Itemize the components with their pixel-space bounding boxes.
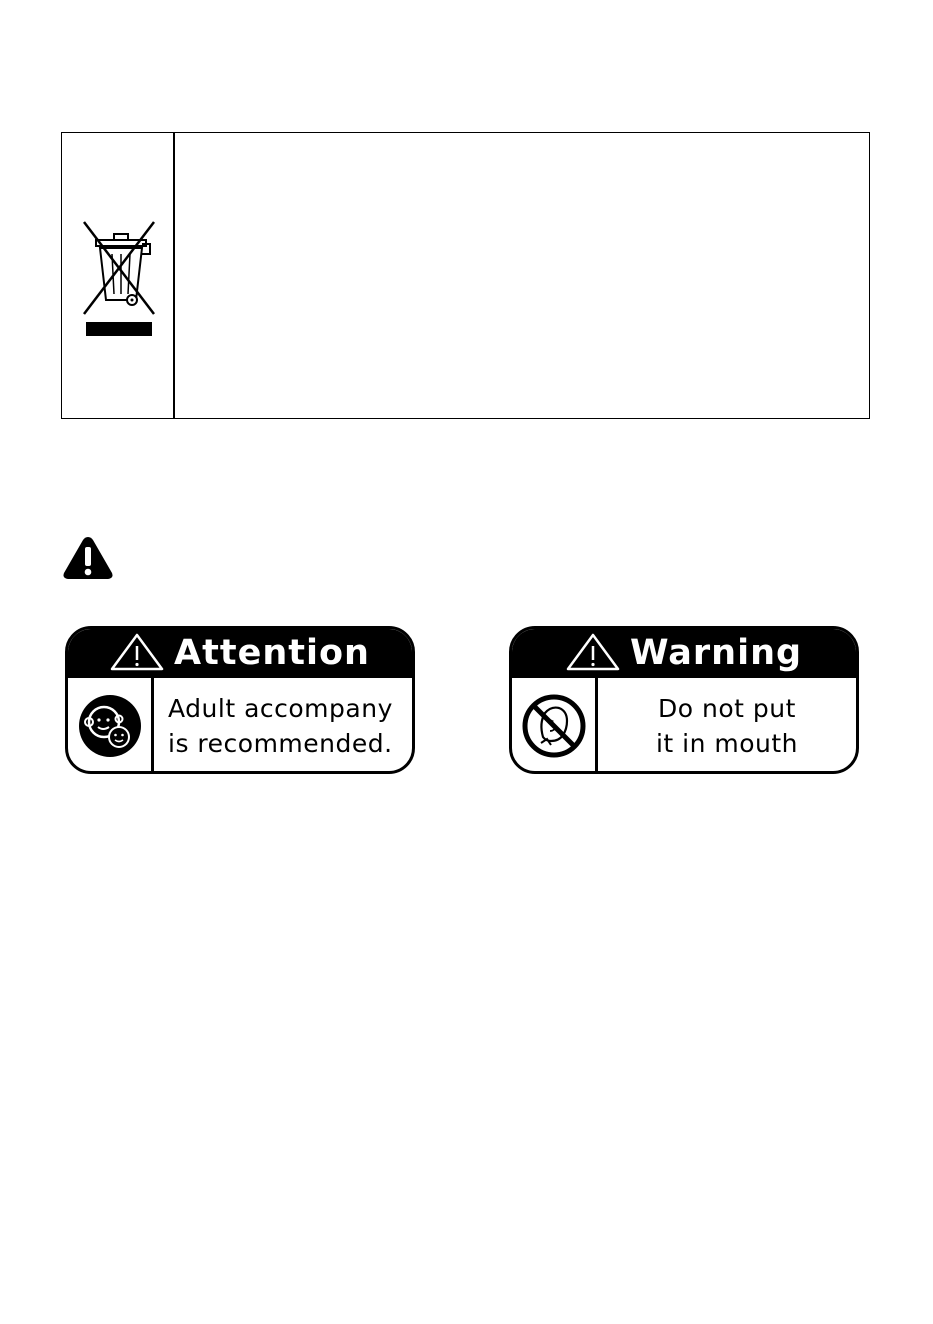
attention-text	[154, 678, 412, 774]
attention-label	[65, 626, 415, 774]
warning-line-1: Do not put	[658, 694, 796, 723]
warning-line-2: it in mouth	[655, 729, 799, 758]
warning-text	[598, 678, 856, 774]
crossed-out-wheelie-bin-icon	[78, 218, 158, 342]
warning-title: Warning	[629, 633, 803, 673]
weee-divider	[173, 133, 175, 418]
attention-line-2: is recommended.	[168, 729, 393, 758]
warning-header	[512, 629, 856, 678]
warning-label	[509, 626, 859, 774]
attention-line-1: Adult accompany	[168, 694, 393, 723]
weee-notice-text	[187, 149, 853, 402]
weee-notice-box	[61, 132, 870, 419]
warning-triangle-icon	[566, 633, 620, 675]
exclamation-triangle-icon	[62, 535, 114, 585]
attention-header	[68, 629, 412, 678]
no-mouth-prohibition-icon	[512, 678, 598, 774]
warning-triangle-icon	[110, 633, 164, 675]
adult-with-child-icon	[68, 678, 154, 774]
attention-title: Attention	[174, 633, 370, 673]
